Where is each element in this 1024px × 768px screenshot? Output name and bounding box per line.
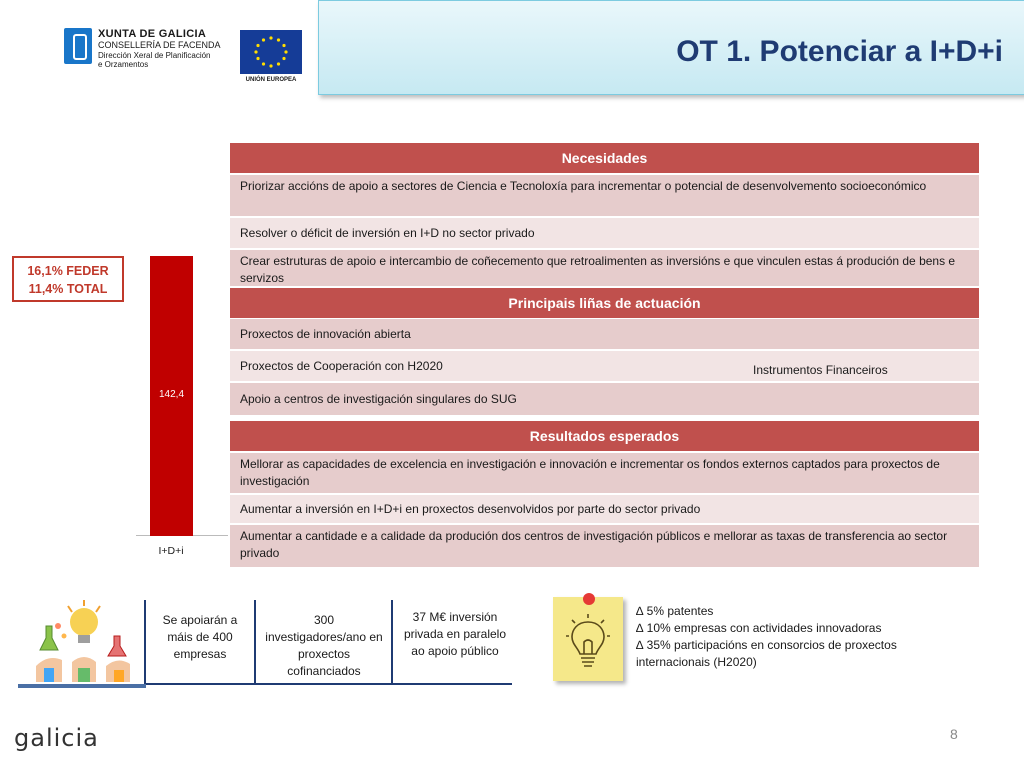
necesidades-row: Resolver o déficit de inversión en I+D no sector privado (230, 218, 979, 250)
xunta-title: XUNTA DE GALICIA (98, 28, 207, 40)
resultados-row: Aumentar a inversión en I+D+i en proxectos desenvolvidos por parte do sector privado (230, 495, 979, 525)
lineas-row (230, 351, 979, 383)
lineas-header: Principais liñas de actuación (230, 288, 979, 318)
resultados-row: Aumentar a cantidade e a calidade da produción dos centros de investigación públicos e mellorar as taxas de transferencia ao sector privado (230, 525, 979, 569)
necesidades-row: Priorizar accións de apoio a sectores de Ciencia e Tecnoloxía para incrementar o potencial de desenvolvemento socioeconómico (230, 175, 979, 218)
xunta-emblem-icon (64, 28, 92, 64)
indicator-empresas: ∆ 10% empresas con actividades innovadoras (636, 621, 882, 635)
direccion-line-1: Dirección Xeral de Planificación (98, 51, 211, 60)
page-title: OT 1. Potenciar a I+D+i (676, 35, 1003, 68)
lineas-row: Proxectos de innovación abierta (230, 319, 979, 351)
resultados-header: Resultados esperados (230, 421, 979, 451)
kpi-inversion-privada: 37 M€ inversión privada en paralelo ao apoio público (403, 610, 507, 658)
page-number: 8 (950, 726, 958, 742)
kpi-separator (391, 600, 393, 684)
pin-icon (583, 593, 595, 605)
feder-share: 16,1% FEDER (27, 264, 109, 278)
kpi-empresas: Se apoiarán a máis de 400 empresas (162, 613, 238, 661)
illustration-base-line (18, 684, 146, 688)
lineas-row: Apoio a centros de investigación singulares do SUG (230, 383, 979, 417)
direccion-line-2: e Orzamentos (98, 60, 149, 69)
resultados-row: Mellorar as capacidades de excelencia en investigación e innovación e incrementar os fondos externos captados para proxectos de investigación (230, 453, 979, 495)
innovation-hands-icon (18, 596, 142, 688)
total-share: 11,4% TOTAL (28, 282, 108, 296)
xunta-logo (64, 28, 234, 78)
necesidades-header: Necesidades (230, 143, 979, 173)
necesidades-row: Crear estruturas de apoio e intercambio de coñecemento que retroalimenten as inversións e que vinculen estas á produción de bens e servizos (230, 250, 979, 288)
result-indicators (636, 603, 936, 671)
bar-value-label: 142,4 (158, 389, 185, 400)
bar-category-label: I+D+i (158, 545, 184, 557)
lightbulb-icon (566, 612, 610, 674)
galicia-logo: galicia (14, 724, 99, 752)
kpi-separator (254, 600, 256, 684)
kpi-baseline (146, 683, 512, 685)
eu-flag-icon (240, 30, 302, 74)
kpi-separator (144, 600, 146, 684)
funding-share-box (12, 256, 124, 302)
indicator-consorcios: ∆ 35% participacións en consorcios de proxectos internacionais (H2020) (636, 638, 897, 669)
instrumentos-financeiros-label: Instrumentos Financeiros (753, 363, 888, 377)
eu-label: UNIÓN EUROPEA (245, 77, 297, 83)
conselleria-label: CONSELLERÍA DE FACENDA (98, 40, 221, 50)
lineas-row-text: Proxectos de Cooperación con H2020 (240, 359, 443, 373)
kpi-investigadores: 300 investigadores/ano en proxectos cofinanciados (265, 613, 383, 678)
indicator-patentes: ∆ 5% patentes (636, 604, 714, 618)
title-banner (318, 0, 1024, 95)
